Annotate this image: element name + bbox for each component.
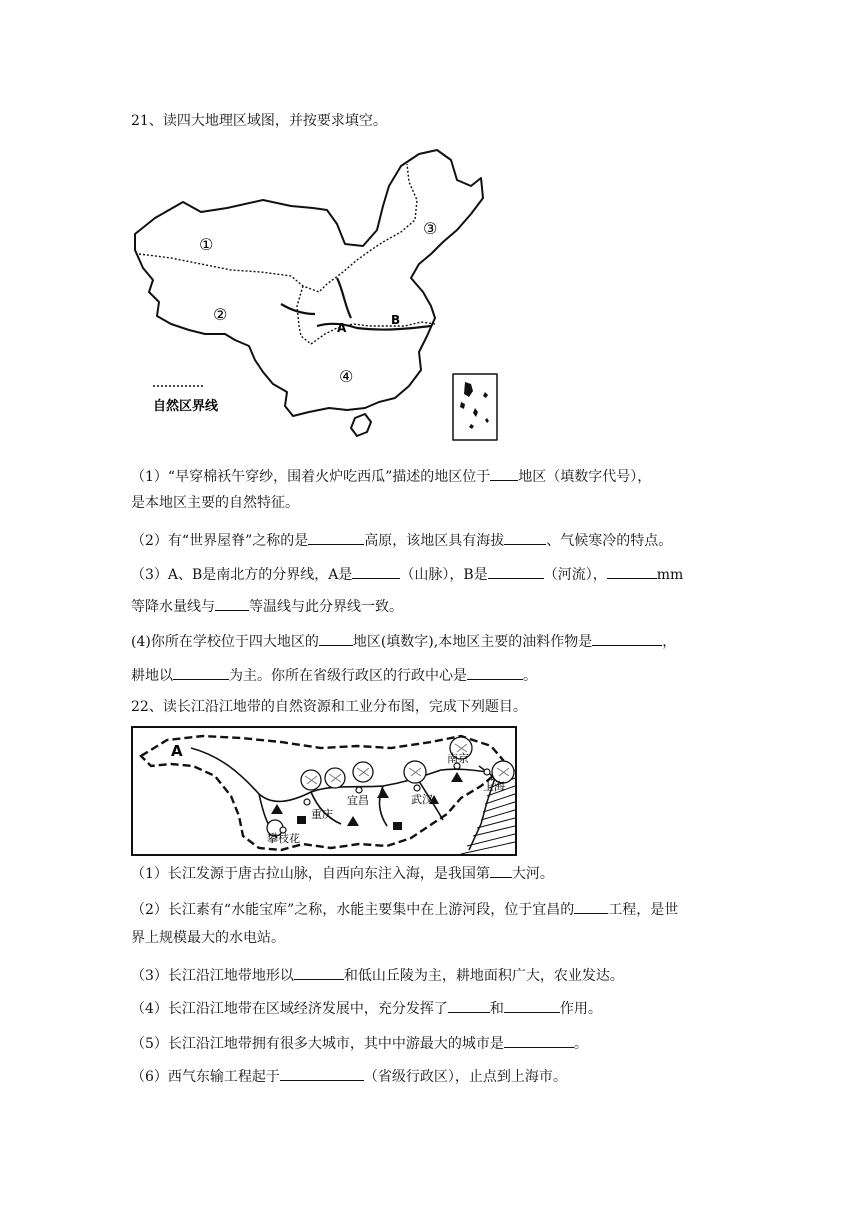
q21-3-text-f: 等温线与此分界线一致。 (249, 599, 403, 615)
q22-5-text-b: 。 (573, 1036, 588, 1052)
q22-2-text-c: 界上规模最大的水电站。 (131, 930, 285, 946)
q22-2-blank[interactable] (574, 898, 608, 914)
q21-item-1-line1 (131, 465, 651, 487)
q22-item-6 (131, 1065, 567, 1087)
q21-4-text-d: 耕地以 (131, 668, 173, 684)
map-label-a: A (171, 742, 183, 760)
q22-3-text-a: （3）长江沿江地带地形以 (131, 968, 294, 984)
q22-item-2-line1 (131, 898, 678, 920)
q21-2-blank-b[interactable] (504, 529, 546, 545)
q22-4-text-b: 和 (489, 1001, 504, 1017)
q21-4-text-e: 为主。你所在省级行政区的行政中心是 (229, 668, 467, 684)
q22-6-blank[interactable] (280, 1065, 364, 1081)
q21-3-blank-a[interactable] (352, 563, 400, 579)
city-label-panzhihua: 攀枝花 (267, 832, 300, 845)
q21-1-text-a: （1）“早穿棉袄午穿纱，围着火炉吃西瓜”描述的地区位于 (131, 469, 491, 485)
region-marker-3: ③ (423, 219, 438, 238)
region-marker-2: ② (213, 305, 228, 324)
q21-2-text-b: 高原，该地区具有海拔 (364, 533, 505, 549)
china-regions-map (131, 146, 503, 448)
q22-6-text-b: （省级行政区），止点到上海市。 (363, 1069, 567, 1085)
q22-4-blank-b[interactable] (504, 997, 560, 1013)
q21-1-text-c: 是本地区主要的自然特征。 (131, 495, 299, 511)
q22-4-blank-a[interactable] (448, 997, 490, 1013)
q21-4-blank-c[interactable] (173, 664, 229, 680)
city-label-wuhan: 武汉 (411, 793, 433, 806)
q21-2-text-a: （2）有“世界屋脊”之称的是 (131, 533, 309, 549)
point-a-label: A (337, 321, 347, 335)
q22-item-3 (131, 964, 624, 986)
city-label-chongqing: 重庆 (311, 808, 333, 821)
q21-4-blank-b[interactable] (592, 630, 662, 646)
legend-label: 自然区界线 (153, 399, 219, 414)
q22-4-text-a: （4）长江沿江地带在区域经济发展中，充分发挥了 (131, 1001, 448, 1017)
q22-5-blank[interactable] (504, 1032, 574, 1048)
q21-3-text-e: 等降水量线与 (131, 599, 215, 615)
q22-6-text-a: （6）西气东输工程起于 (131, 1069, 280, 1085)
point-b-label: B (391, 313, 401, 327)
q22-item-2-line2 (131, 928, 285, 948)
q21-item-3-line1 (131, 563, 683, 585)
q21-3-text-b: （山脉），B是 (400, 567, 488, 583)
q21-3-blank-b[interactable] (488, 563, 544, 579)
q21-1-blank[interactable] (490, 465, 518, 481)
q22-5-text-a: （5）长江沿江地带拥有很多大城市，其中中游最大的城市是 (131, 1036, 504, 1052)
city-label-nanjing: 南京 (447, 752, 469, 765)
q21-4-text-f: 。 (523, 668, 537, 684)
q22-1-text-b: 大河。 (511, 866, 554, 882)
q21-3-blank-c[interactable] (607, 563, 657, 579)
q21-4-text-c: ， (662, 634, 677, 650)
region-marker-4: ④ (339, 367, 354, 386)
q22-item-1 (131, 862, 554, 884)
q21-3-text-c: （河流）， (543, 567, 607, 583)
q21-item-4-line1 (131, 630, 676, 652)
q21-2-text-c: 、气候寒冷的特点。 (546, 533, 673, 549)
q21-item-4-line2 (131, 664, 537, 686)
q21-3-text-a: （3）A、B是南北方的分界线，A是 (131, 567, 353, 583)
city-label-yichang: 宜昌 (347, 794, 369, 807)
q22-1-text-a: （1）长江发源于唐古拉山脉，自西向东注入海，是我国第 (131, 866, 490, 882)
q22-1-blank[interactable] (490, 862, 512, 878)
q21-item-3-line2 (131, 595, 403, 617)
q21-4-blank-a[interactable] (319, 630, 353, 646)
q21-3-blank-d[interactable] (215, 595, 249, 611)
q22-3-blank[interactable] (294, 964, 344, 980)
q22-3-text-b: 和低山丘陵为主，耕地面积广大，农业发达。 (343, 968, 624, 984)
q21-1-text-b: 地区（填数字代号）， (518, 469, 652, 485)
q21-title: 21、读四大地理区域图，并按要求填空。 (131, 113, 387, 129)
q22-title: 22、读长江沿江地带的自然资源和工业分布图，完成下列题目。 (131, 699, 527, 715)
q21-4-blank-d[interactable] (467, 664, 523, 680)
city-label-shanghai: 上海 (483, 780, 505, 793)
q21-4-text-a: (4)你所在学校位于四大地区的 (131, 634, 319, 650)
q21-4-text-b: 地区(填数字),本地区主要的油料作物是 (352, 634, 593, 650)
q22-item-5 (131, 1032, 588, 1054)
q22-2-text-a: （2）长江素有“水能宝库”之称，水能主要集中在上游河段，位于宜昌的 (131, 902, 575, 918)
q21-item-2 (131, 529, 672, 551)
q22-4-text-c: 作用。 (559, 1001, 602, 1017)
q21-item-1-line2 (131, 493, 299, 513)
q21-3-text-d: mm (656, 567, 684, 583)
q22-2-text-b: 工程，是世 (608, 902, 679, 918)
yangtze-belt-map (131, 726, 517, 856)
region-marker-1: ① (199, 235, 214, 254)
q21-2-blank-a[interactable] (308, 529, 364, 545)
q22-item-4 (131, 997, 602, 1019)
